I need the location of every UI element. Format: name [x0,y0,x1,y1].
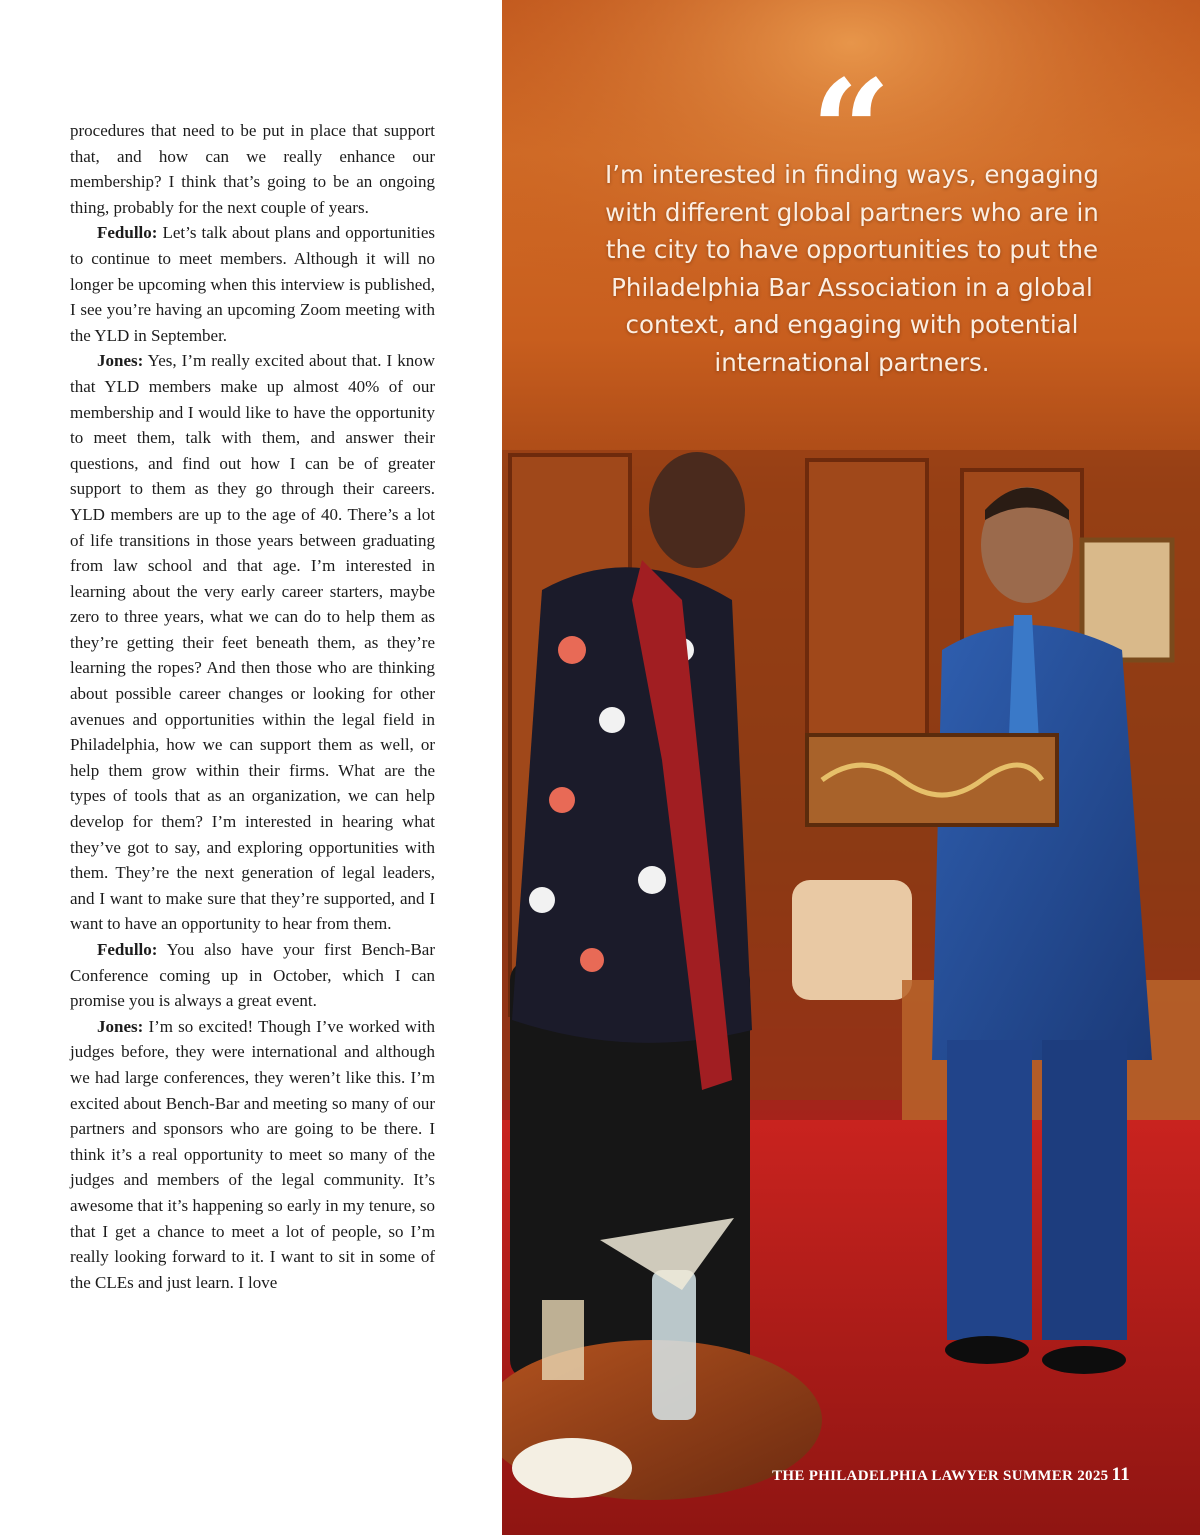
paragraph-1 [70,118,435,220]
pull-quote: I’m interested in finding ways, engaging with different global partners who are in the city to have opportunities to put the Philadelphia Bar Association in a global context, and engaging with potential international partners. [605,160,1099,377]
article-text-column [70,118,435,1295]
paragraph-5 [70,1014,435,1296]
paragraph-text: procedures that need to be put in place that support that, and how can we really enhance our membership? I think that’s going to be an ongoing thing, probably for the next couple of years. [70,121,435,217]
paragraph-2 [70,220,435,348]
publication-name: THE PHILADELPHIA LAWYER SUMMER 2025 [772,1468,1109,1484]
paragraph-text: Let’s talk about plans and opportunities to continue to meet members. Although it will no longer be upcoming when this interview is published, I see you’re having an upcoming Zoom meeting with the YLD in September. [70,223,435,345]
page-footer [772,1464,1130,1486]
paragraph-4 [70,937,435,1014]
carved-panel-center [807,460,927,760]
speaker-name: Fedullo: [97,223,158,243]
page-number: 11 [1111,1464,1130,1485]
quote-mark-icon: “ [810,50,892,214]
paragraph-text: You also have your first Bench-Bar Conference coming up in October, which I can promise you is always a great event. [70,940,435,1011]
speaker-name: Jones: [97,1016,144,1036]
speaker-name: Fedullo: [97,940,158,959]
paragraph-text: Yes, I’m really excited about that. I know that YLD members make up almost 40% of our membership and I would like to have the opportunity to meet them, talk with them, and answer their questions, and find out how I can be of greater support to them as they go through their careers. YLD members are up to the age of 40. There’s a lot of life transitions in those years between graduating from law school and that age. I’m interested in learning about the very early career starters, maybe zero to three years, what we can do to help them as they’re getting their feet beneath them, as they’re learning the ropes? And then those who are thinking about possible career changes or looking for other avenues and opportunities within the legal field in Philadelphia, how we can support them as well, or help them grow within their firms. What are the types of tools that as an organization, we can help develop for them? I’m interested in hearing what they’ve got to say, and exploring opportunities with them. They’re the next generation of legal leaders, and I want to make sure that they’re supported, and I want to have an opportunity to hear from them. [70,351,435,934]
paragraph-text: I’m so excited! Though I’ve worked with judges before, they were international and although we had large conferences, they weren’t like this. I’m excited about Bench-Bar and meeting so many of our partners and sponsors who are going to be there. I think it’s a real opportunity to meet so many of the judges and members of the legal community. It’s awesome that it’s happening so early in my tenure, so that I get a chance to meet a lot of people, so I’m really looking forward to it. I want to sit in some of the CLEs and just learn. I love [70,1016,435,1292]
armchair [792,880,912,1000]
paragraph-3 [70,348,435,937]
speaker-name: Jones: [97,351,144,371]
meeting-photo [502,0,1200,1535]
carved-gift-box [807,735,1057,825]
